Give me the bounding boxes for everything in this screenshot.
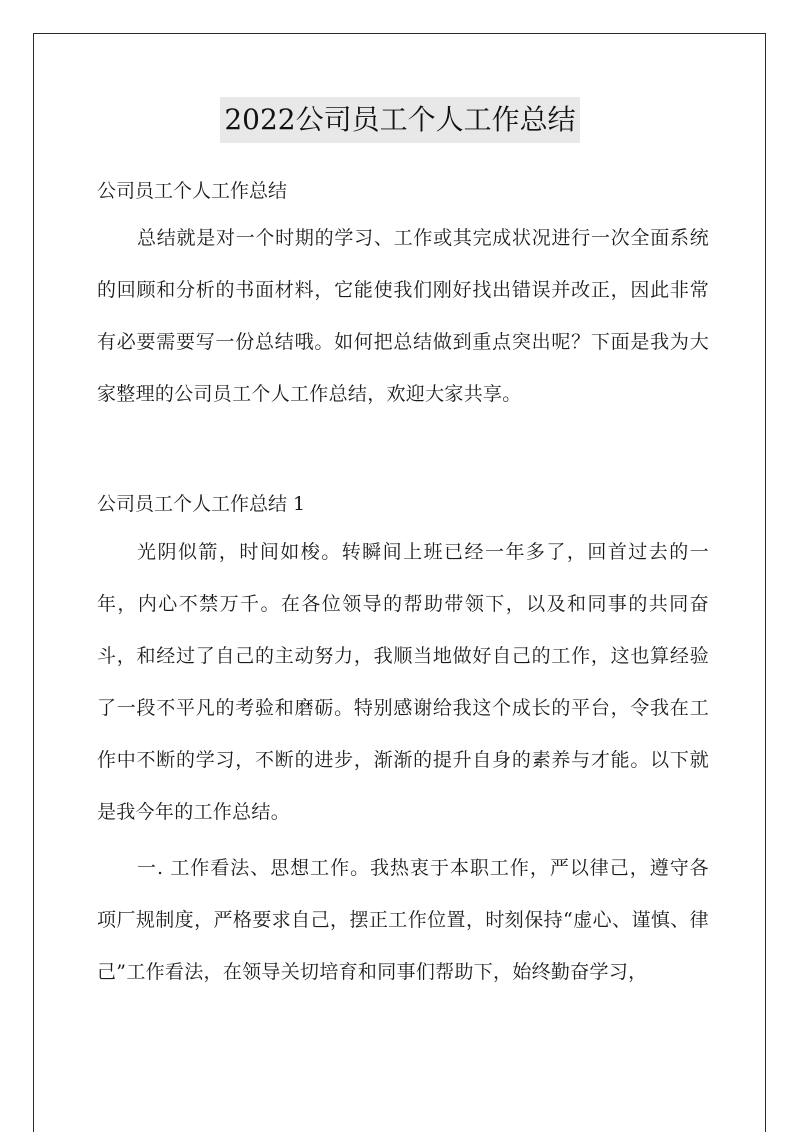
paragraph-1: 光阴似箭，时间如梭。转瞬间上班已经一年多了，回首过去的一年，内心不禁万千。在各位领导的帮助带领下，以及和同事的共同奋斗，和经过了自己的主动努力，我顺当地做好自己的工作，这也算经验了一段不平凡的考验和磨砺。特别感谢给我这个成长的平台，令我在工作中不断的学习，不断的进步，渐渐的提升自身的素养与才能。以下就是我今年的工作总结。 bbox=[97, 541, 709, 823]
document-title: 2022公司员工个人工作总结 bbox=[220, 97, 579, 143]
title-container bbox=[0, 97, 800, 143]
subheading-1: 公司员工个人工作总结 1 bbox=[97, 493, 306, 515]
paragraph-2: 一. 工作看法、思想工作。我热衷于本职工作，严以律己，遵守各项厂规制度，严格要求自己，摆正工作位置，时刻保持“虚心、谨慎、律己”工作看法，在领导关切培育和同事们帮助下，始终勤奋学习， bbox=[97, 857, 709, 983]
intro-paragraph: 总结就是对一个时期的学习、工作或其完成状况进行一次全面系统的回顾和分析的书面材料，它能使我们刚好找出错误并改正，因此非常有必要需要写一份总结哦。如何把总结做到重点突出呢？下面是我为大家整理的公司员工个人工作总结，欢迎大家共享。 bbox=[97, 227, 709, 405]
section-heading: 公司员工个人工作总结 bbox=[97, 180, 288, 202]
